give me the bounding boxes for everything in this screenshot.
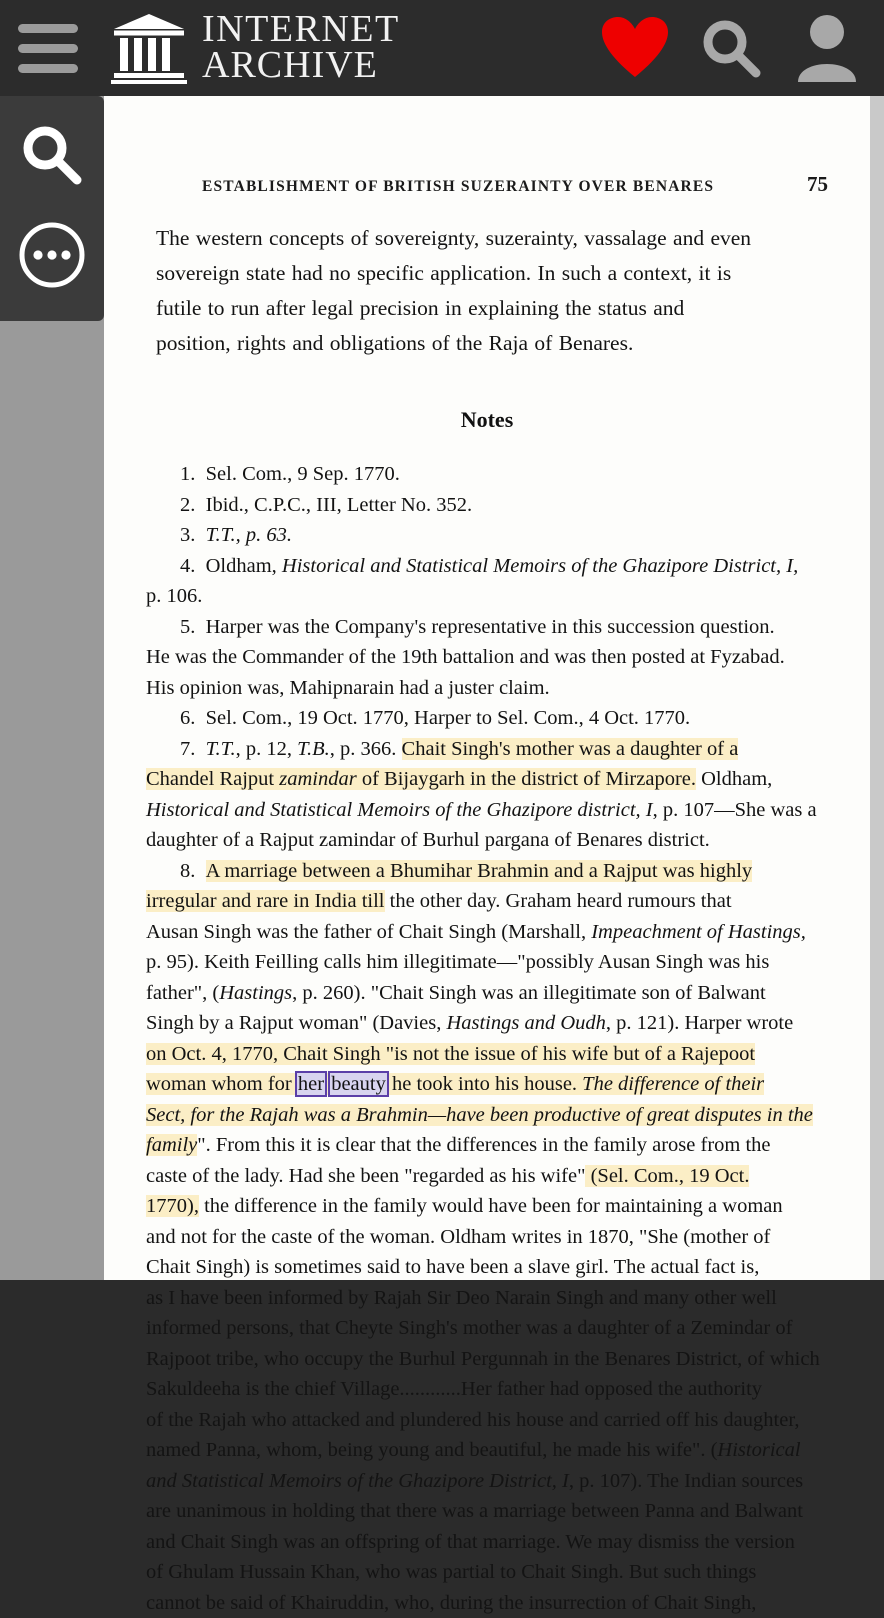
ellipsis-circle-icon <box>17 220 87 290</box>
header-actions <box>592 3 884 93</box>
internet-archive-building-logo <box>110 12 188 84</box>
page-number: 75 <box>807 172 828 197</box>
note-line: and Chait Singh was an offspring of that marriage. We may dismiss the version <box>146 1527 828 1558</box>
note-item: 7. T.T., p. 12, T.B., p. 366. Chait Singh's mother was a daughter of a <box>146 734 828 765</box>
note-line: woman whom for her beauty he took into his house. The difference of their <box>146 1069 828 1100</box>
note-line: Historical and Statistical Memoirs of the Ghazipore district, I, p. 107—She was a <box>146 795 828 826</box>
note-line: Sakuldeeha is the chief Village............Her father had opposed the authority <box>146 1374 828 1405</box>
text-highlight: 1770), <box>146 1195 199 1217</box>
logo-wordmark <box>202 12 400 83</box>
note-line: cannot be said of Khairuddin, who, during the insurrection of Chait Singh, <box>146 1588 828 1618</box>
note-line: are unanimous in holding that there was a marriage between Panna and Balwant <box>146 1496 828 1527</box>
reader-tool-rail <box>0 96 104 321</box>
note-line <box>146 1100 828 1131</box>
note-line: and not for the caste of the woman. Oldham writes in 1870, "She (mother of <box>146 1222 828 1253</box>
note-line: of the Rajah who attacked and plundered his house and carried off his daughter, <box>146 1405 828 1436</box>
more-options-button[interactable] <box>15 218 89 292</box>
note-item: 1. Sel. Com., 9 Sep. 1770. <box>146 459 828 490</box>
text-highlight: irregular and rare in India till <box>146 890 385 912</box>
hamburger-bar <box>18 24 78 33</box>
note-line: as I have been informed by Rajah Sir Deo Narain Singh and many other well <box>146 1283 828 1314</box>
note-item: 6. Sel. Com., 19 Oct. 1770, Harper to Sel. Com., 4 Oct. 1770. <box>146 703 828 734</box>
note-line: and Statistical Memoirs of the Ghazipore District, I, p. 107). The Indian sources <box>146 1466 828 1497</box>
logo-line-1: INTERNET <box>202 12 400 48</box>
search-icon <box>19 122 85 188</box>
internet-archive-logo[interactable] <box>110 12 400 84</box>
note-item: 4. Oldham, Historical and Statistical Memoirs of the Ghazipore District, I, <box>146 551 828 582</box>
text-highlight: Chait Singh's mother was a daughter of a <box>402 738 739 760</box>
notes-heading: Notes <box>140 407 834 433</box>
hamburger-menu-icon[interactable] <box>0 0 96 96</box>
search-match-beauty[interactable]: beauty <box>330 1073 387 1095</box>
note-line: Ausan Singh was the father of Chait Singh (Marshall, Impeachment of Hastings, <box>146 917 828 948</box>
note-line: named Panna, whom, being young and beautiful, he made his wife". (Historical <box>146 1435 828 1466</box>
text-highlight: A marriage between a Bhumihar Brahmin and a Rajput was highly <box>206 860 753 882</box>
notes-list <box>140 459 834 1618</box>
note-line: He was the Commander of the 19th battalion and was then posted at Fyzabad. <box>146 642 828 673</box>
paragraph-line: futile to run after legal precision in explaining the status and <box>156 291 830 326</box>
heart-icon[interactable] <box>592 3 678 93</box>
note-item: 8. A marriage between a Bhumihar Brahmin and a Rajput was highly <box>146 856 828 887</box>
note-line: father", (Hastings, p. 260). "Chait Singh was an illegitimate son of Balwant <box>146 978 828 1009</box>
note-line: informed persons, that Cheyte Singh's mother was a daughter of a Zemindar of <box>146 1313 828 1344</box>
note-item: 3. T.T., p. 63. <box>146 520 828 551</box>
note-line: caste of the lady. Had she been "regarded as his wife" (Sel. Com., 19 Oct. <box>146 1161 828 1192</box>
search-match-her[interactable]: her <box>297 1073 325 1095</box>
note-line: p. 95). Keith Feilling calls him illegitimate—"possibly Ausan Singh was his <box>146 947 828 978</box>
note-line: irregular and rare in India till the other day. Graham heard rumours that <box>146 886 828 917</box>
note-line: p. 106. <box>146 581 828 612</box>
note-line <box>146 1039 828 1070</box>
note-line: 1770), the difference in the family would have been for maintaining a woman <box>146 1191 828 1222</box>
text-highlight: Sect, for the Rajah was a Brahmin—have been productive of great disputes in the <box>146 1104 813 1126</box>
note-line: Singh by a Rajput woman" (Davies, Hastings and Oudh, p. 121). Harper wrote <box>146 1008 828 1039</box>
hamburger-bar <box>18 44 78 53</box>
note-line: Chait Singh) is sometimes said to have been a slave girl. The actual fact is, <box>146 1252 828 1283</box>
paragraph-line: sovereign state had no specific application. In such a context, it is <box>156 256 830 291</box>
note-line: His opinion was, Mahipnarain had a juster claim. <box>146 673 828 704</box>
text-highlight: Chandel Rajput <box>146 768 279 790</box>
note-line: Chandel Rajput zamindar of Bijaygarh in the district of Mirzapore. Oldham, <box>146 764 828 795</box>
page-running-head <box>140 172 834 197</box>
page-right-gutter <box>870 96 884 1280</box>
search-inside-button[interactable] <box>15 118 89 192</box>
note-item: 2. Ibid., C.P.C., III, Letter No. 352. <box>146 490 828 521</box>
note-line: family". From this it is clear that the differences in the family arose from the <box>146 1130 828 1161</box>
hamburger-bar <box>18 64 78 73</box>
running-head-title: ESTABLISHMENT OF BRITISH SUZERAINTY OVER BENARES <box>202 178 714 196</box>
text-highlight: (Sel. Com., 19 Oct. <box>585 1165 749 1187</box>
search-icon[interactable] <box>688 3 774 93</box>
site-header <box>0 0 884 96</box>
note-line: daughter of a Rajput zamindar of Burhul pargana of Benares district. <box>146 825 828 856</box>
opening-paragraph <box>140 221 834 361</box>
book-page[interactable] <box>104 96 870 1280</box>
note-item: 5. Harper was the Company's representative in this succession question. <box>146 612 828 643</box>
note-line: of Ghulam Hussain Khan, who was partial to Chait Singh. But such things <box>146 1557 828 1588</box>
paragraph-line: The western concepts of sovereignty, suzerainty, vassalage and even <box>156 221 830 256</box>
note-line: Rajpoot tribe, who occupy the Burhul Pergunnah in the Benares District, of which <box>146 1344 828 1375</box>
paragraph-line: position, rights and obligations of the Raja of Benares. <box>156 326 830 361</box>
logo-line-2: ARCHIVE <box>202 48 400 84</box>
text-highlight: on Oct. 4, 1770, Chait Singh "is not the issue of his wife but of a Rajepoot <box>146 1043 755 1065</box>
user-account-icon[interactable] <box>784 3 870 93</box>
